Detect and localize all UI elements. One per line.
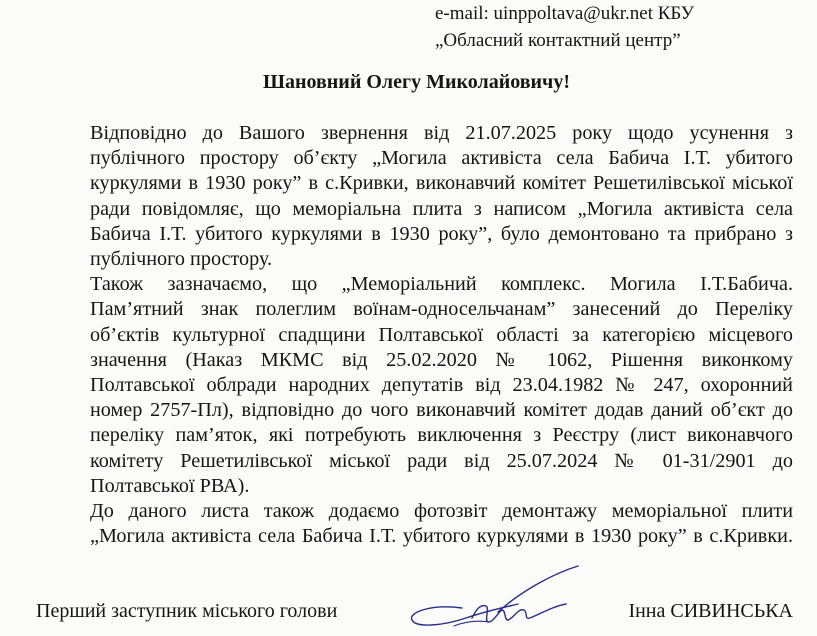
signatory-name: Інна СИВИНСЬКА [628, 600, 793, 622]
paragraph-2 [36, 272, 793, 499]
text-line: Відповідно до Вашого звернення від 21.07.2025 року щодо усунення з [90, 122, 793, 144]
text-line: комітету Решетилівської міської ради від 25.07.2024 № 01-31/2901 до [90, 449, 793, 472]
signature-stroke [412, 566, 578, 625]
text-line: Бабича І.Т. убитого куркулями в 1930 року”, було демонтовано та прибрано з [90, 222, 793, 245]
text-line: номер 2757-Пл), відповідно до чого виконавчий комітет додав даний об’єкт до [90, 399, 793, 422]
paragraph-1 [36, 121, 793, 272]
salutation: Шановний Олегу Миколайовичу! [262, 71, 570, 93]
contact-center-line: „Обласний контактний центр” [435, 30, 681, 51]
signature-underline [454, 621, 490, 626]
text-line: значення (Наказ МКМС від 25.02.2020 № 1062, Рішення виконкому [90, 348, 793, 371]
text-line: Полтавської облради народних депутатів від 23.04.1982 № 247, охоронний [90, 374, 793, 397]
text-line: Пам’ятний знак полеглим воїнам-односельчанам” занесений до Переліку [90, 298, 793, 321]
letter-body [36, 121, 793, 549]
signatory-position: Перший заступник міського голови [36, 600, 338, 622]
text-line: публічного простору. [90, 248, 273, 271]
text-line: „Могила активіста села Бабича І.Т. убитого куркулями в 1930 року” в с.Кривки. [90, 525, 793, 548]
text-line: куркулями в 1930 року” в с.Кривки, виконавчий комітет Решетилівської міської [90, 172, 793, 195]
text-line: До даного листа також додаємо фотозвіт демонтажу меморіальної плити [90, 500, 793, 523]
handwritten-signature [402, 560, 592, 636]
email-line: e-mail: uinppoltava@ukr.net КБУ [435, 3, 695, 24]
text-line: переліку пам’яток, які потребують виключення з Реєстру (лист виконавчого [90, 424, 793, 447]
text-line: ради повідомляє, що меморіальна плита з написом „Могила активіста села [90, 197, 793, 220]
letter-header [435, 0, 694, 54]
text-line: Також зазначаємо, що „Меморіальний комплекс. Могила І.Т.Бабича. [90, 273, 793, 296]
text-line: Полтавської РВА). [90, 474, 250, 497]
text-line: публічного простору об’єкту „Могила активіста села Бабича І.Т. убитого [90, 147, 793, 170]
paragraph-3 [36, 499, 793, 549]
text-line: об’єктів культурної спадщини Полтавської області за категорією місцевого [90, 323, 793, 346]
